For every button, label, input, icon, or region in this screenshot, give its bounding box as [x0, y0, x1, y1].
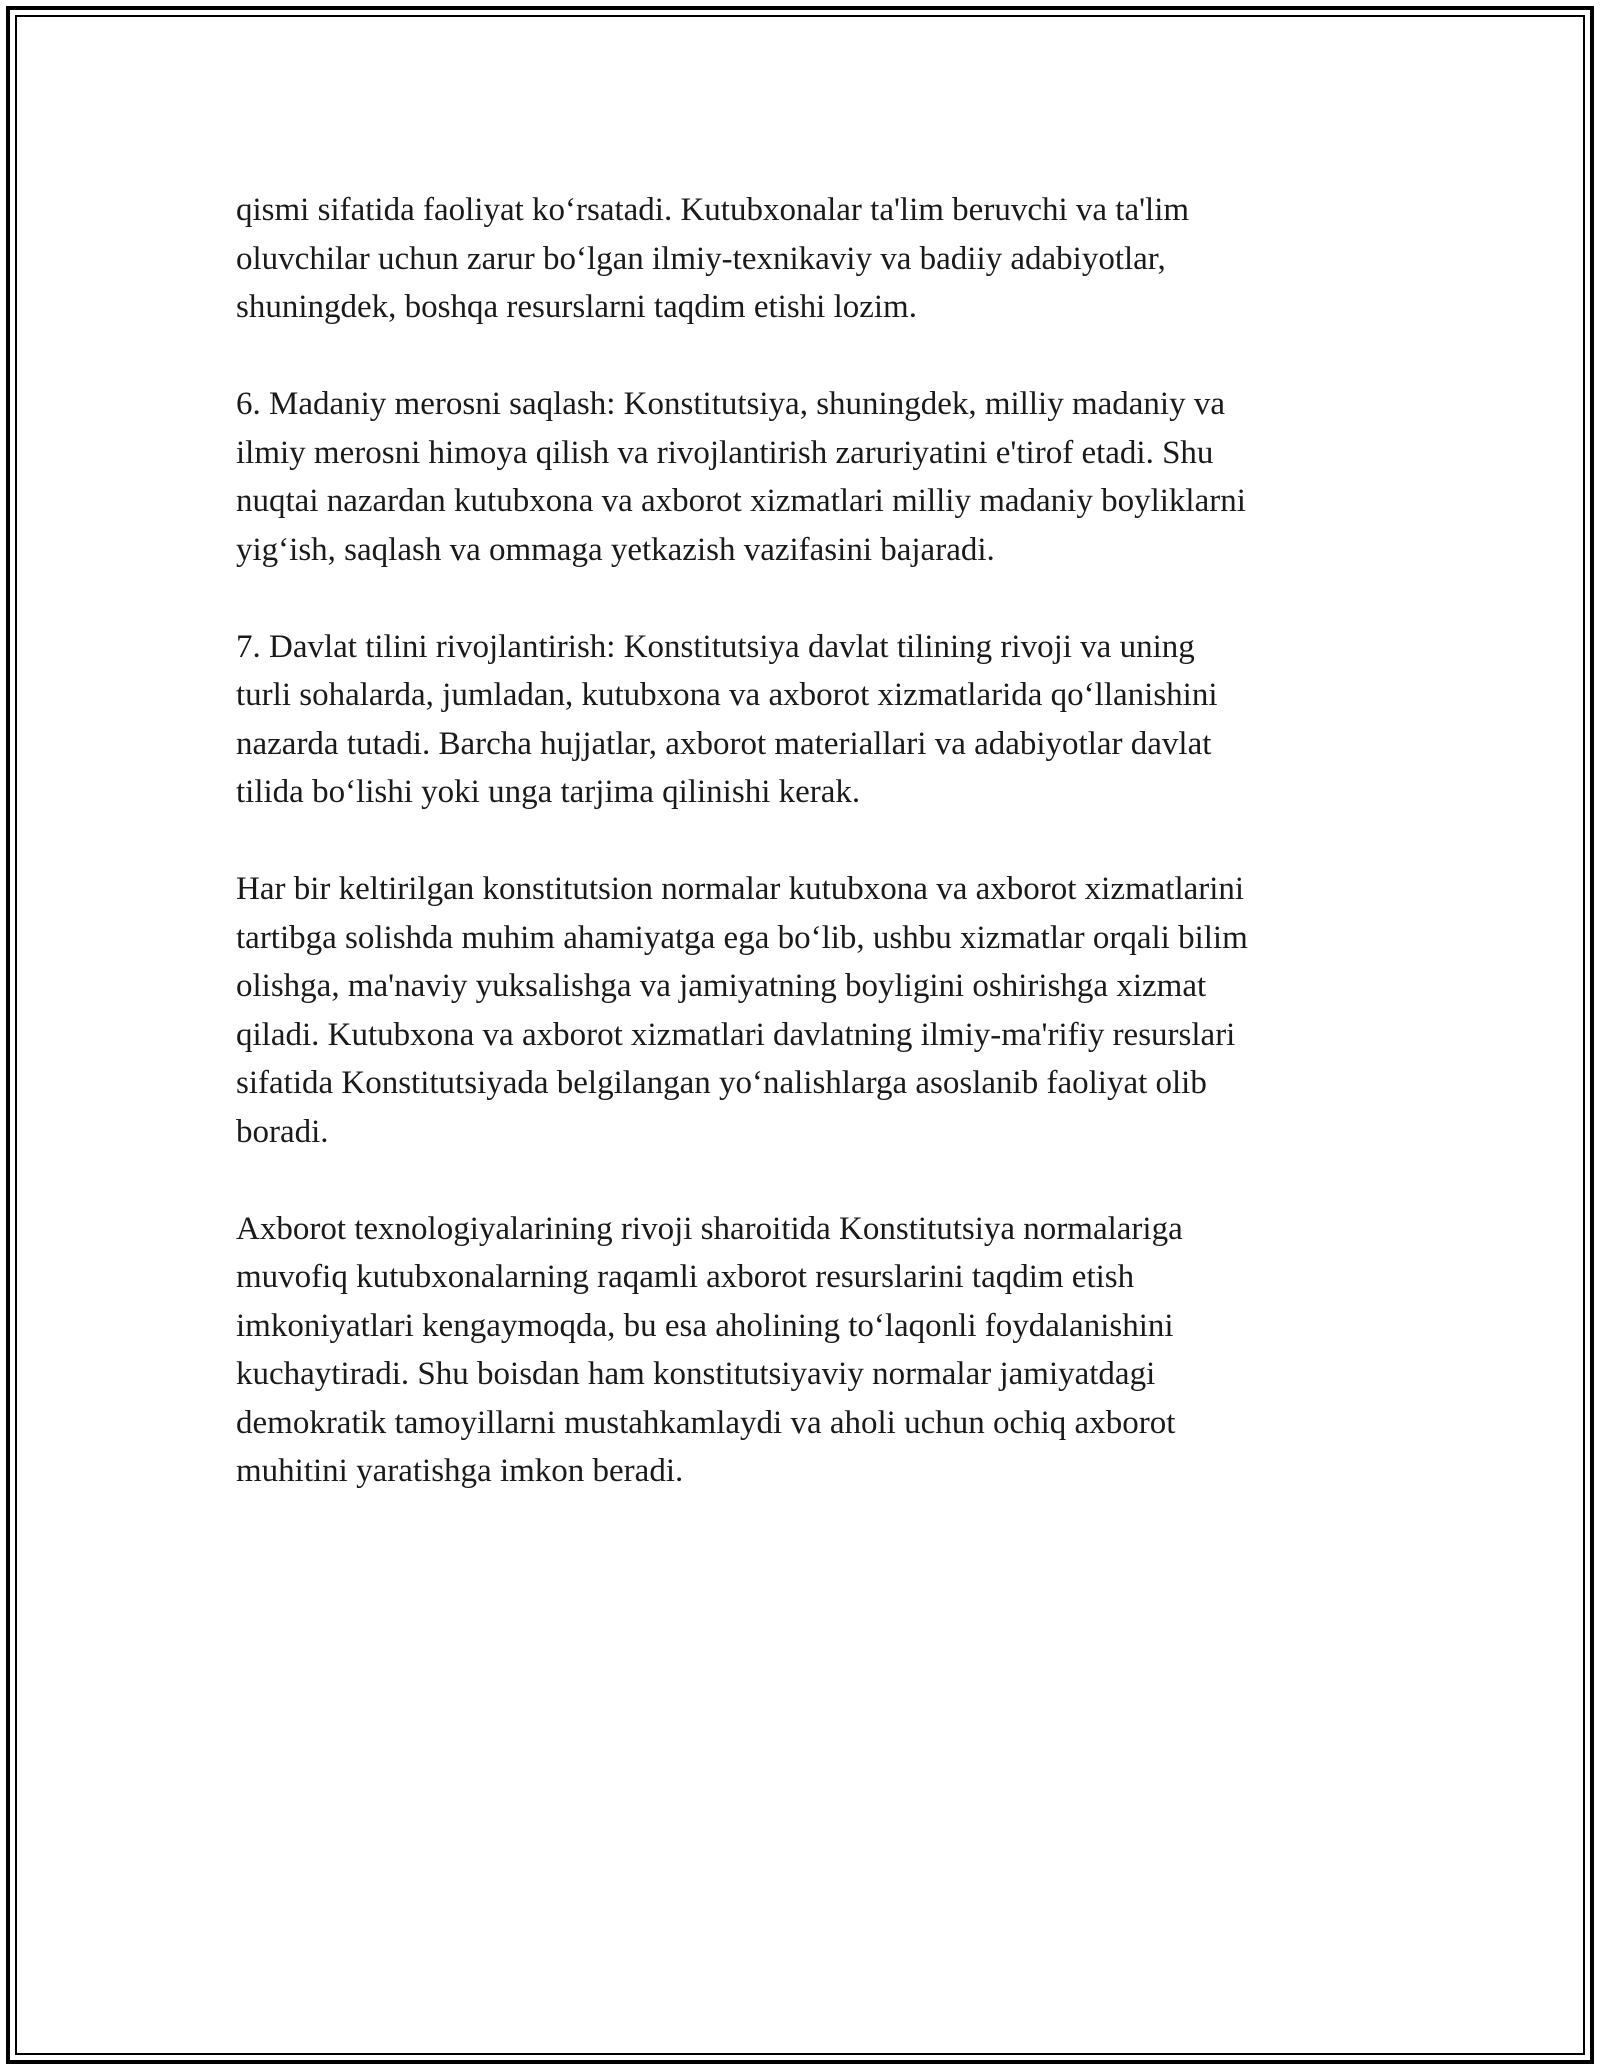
paragraph-library-education: qismi sifatida faoliyat ko‘rsatadi. Kutubxonalar ta'lim beruvchi va ta'lim oluvchilar uchun zarur bo‘lgan ilmiy-texnikaviy va badiiy adabiyotlar, shuningdek, boshqa resurslarni taqdim etishi lozim.: [236, 192, 1190, 325]
document-body: [236, 186, 1376, 1496]
paragraph-information-technologies: Axborot texnologiyalarining rivoji sharoitida Konstitutsiya normalariga muvofiq kutubxonalarning raqamli axborot resurslarini taqdim etish imkoniyatlari kengaymoqda, bu esa aholining to‘laqonli foydalanishini kuchaytiradi. Shu boisdan ham konstitutsiyaviy normalar jamiyatdagi demokratik tamoyillarni mustahkamlaydi va aholi uchun ochiq axborot muhitini yaratishga imkon beradi.: [236, 1210, 1183, 1489]
paragraph-state-language: 7. Davlat tilini rivojlantirish: Konstitutsiya davlat tilining rivoji va uning turli sohalarda, jumladan, kutubxona va axborot xizmatlarida qo‘llanishini nazarda tutadi. Barcha hujjatlar, axborot materiallari va adabiyotlar davlat tilida bo‘lishi yoki unga tarjima qilinishi kerak.: [236, 628, 1218, 810]
paragraph-cultural-heritage: 6. Madaniy merosni saqlash: Konstitutsiya, shuningdek, milliy madaniy va ilmiy merosni himoya qilish va rivojlantirish zaruriyatini e'tirof etadi. Shu nuqtai nazardan kutubxona va axborot xizmatlari milliy madaniy boyliklarni yig‘ish, saqlash va ommaga yetkazish vazifasini bajaradi.: [236, 386, 1246, 568]
paragraph-constitutional-norms: Har bir keltirilgan konstitutsion normalar kutubxona va axborot xizmatlarini tartibga solishda muhim ahamiyatga ega bo‘lib, ushbu xizmatlar orqali bilim olishga, ma'naviy yuksalishga va jamiyatning boyligini oshirishga xizmat qiladi. Kutubxona va axborot xizmatlari davlatning ilmiy-ma'rifiy resurslari sifatida Konstitutsiyada belgilangan yo‘nalishlarga asoslanib faoliyat olib boradi.: [236, 871, 1248, 1150]
